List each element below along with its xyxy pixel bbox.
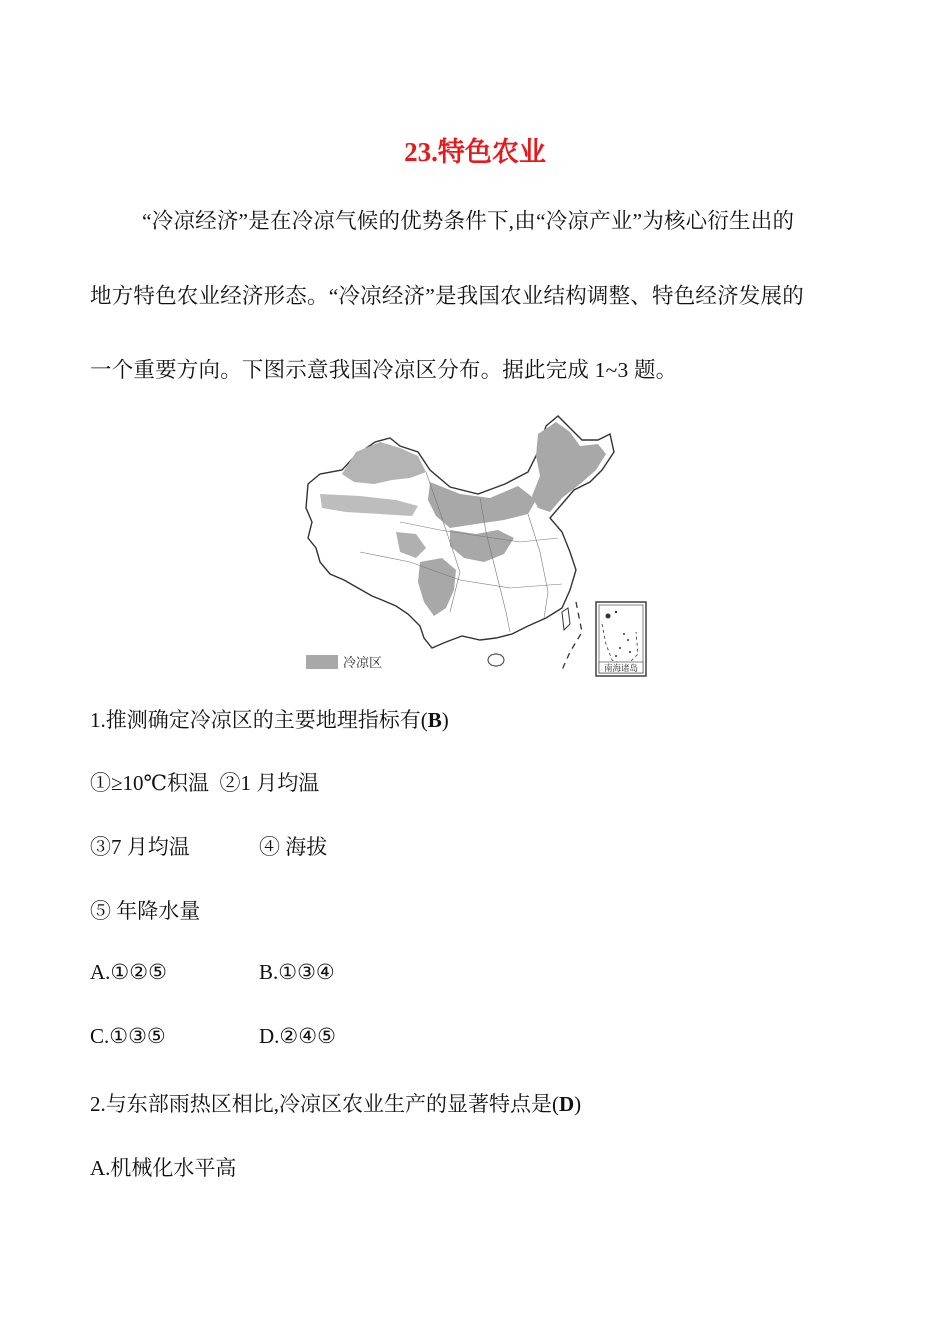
- q2-stem-close: ): [574, 1092, 582, 1116]
- q2-answer: D: [559, 1092, 575, 1116]
- cold-region-northeast: [532, 422, 606, 512]
- intro-line-2: 地方特色农业经济形态。“冷凉经济”是我国农业结构调整、特色经济发展的: [90, 284, 804, 308]
- intro-line-1: “冷凉经济”是在冷凉气候的优势条件下,由“冷凉产业”为核心衍生出的: [142, 209, 795, 233]
- legend-swatch: [306, 655, 338, 669]
- q1-stem-text: 1.推测确定冷凉区的主要地理指标有(: [90, 708, 428, 732]
- china-cold-region-map: [300, 412, 650, 680]
- q1-stem-close: ): [441, 708, 449, 732]
- intro-line-3: 一个重要方向。下图示意我国冷凉区分布。据此完成 1~3 题。: [90, 358, 678, 382]
- legend-label: 冷凉区: [343, 656, 383, 671]
- q1-stem: [90, 704, 449, 734]
- taiwan-island: [562, 608, 570, 630]
- q2-choice-a: A.机械化水平高: [90, 1156, 237, 1180]
- inset-label: 南海诸岛: [603, 664, 639, 674]
- q1-options-row3: ⑤ 年降水量: [90, 899, 201, 923]
- q1-options-row1: ①≥10℃积温 ②1 月均温: [90, 771, 320, 795]
- q1-choice-d: D.②④⑤: [259, 1024, 336, 1048]
- page-title: 23.特色农业: [404, 137, 546, 167]
- hainan-island: [488, 654, 504, 666]
- q1-choice-c: C.①③⑤: [90, 1024, 166, 1048]
- q1-answer: B: [427, 708, 442, 732]
- q1-choice-b: B.①③④: [259, 960, 335, 984]
- q2-stem: [90, 1088, 581, 1118]
- q2-stem-text: 2.与东部雨热区相比,冷凉区农业生产的显著特点是(: [90, 1092, 559, 1116]
- q1-options-row2b: ④ 海拔: [259, 835, 328, 859]
- q1-choice-a: A.①②⑤: [90, 960, 167, 984]
- q1-options-row2a: ③7 月均温: [90, 835, 190, 859]
